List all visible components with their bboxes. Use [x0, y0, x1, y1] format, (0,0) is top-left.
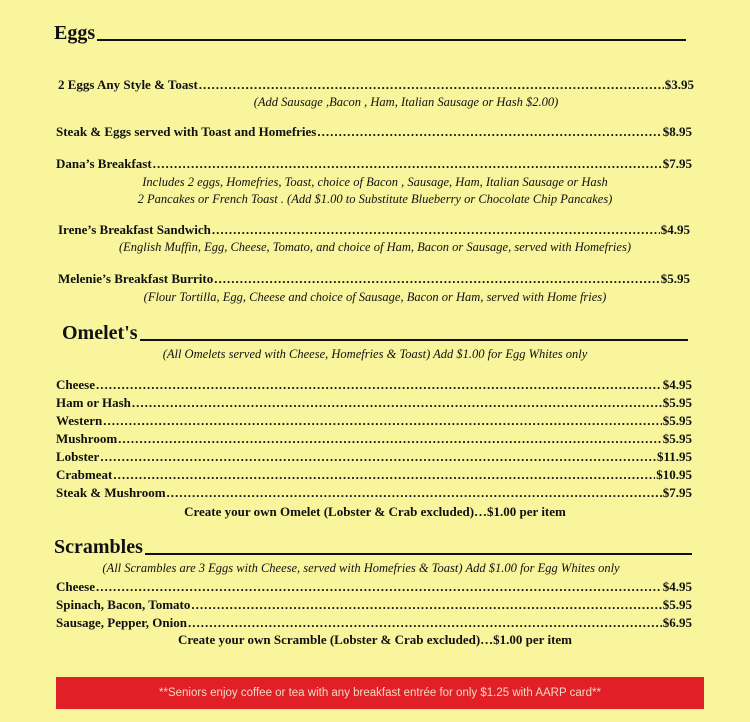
eggs-heading — [54, 22, 686, 44]
leader-dots — [188, 615, 662, 631]
menu-item — [56, 156, 692, 172]
item-name: Cheese — [56, 377, 95, 392]
item-price: $5.95 — [662, 431, 692, 446]
omelets-heading — [62, 322, 688, 344]
leader-dots — [96, 377, 662, 393]
section-note: (All Scrambles are 3 Eggs with Cheese, served with Homefries & Toast) Add $1.00 for Egg Whites only — [102, 561, 620, 575]
seniors-banner — [56, 677, 704, 709]
eggs-title: Eggs — [54, 22, 96, 44]
item-price: $3.95 — [664, 77, 694, 92]
leader-dots — [153, 156, 662, 172]
menu-item — [56, 124, 692, 140]
menu-item — [56, 395, 692, 411]
scrambles-title: Scrambles — [54, 536, 143, 558]
leader-dots — [212, 222, 660, 238]
heading-rule — [140, 339, 688, 341]
item-name: Cheese — [56, 579, 95, 594]
item-name: Mushroom — [56, 431, 118, 446]
banner-text: **Seniors enjoy coffee or tea with any breakfast entrée for only $1.25 with AARP card** — [159, 687, 601, 699]
item-price: $6.95 — [662, 615, 692, 630]
heading-rule — [145, 553, 692, 555]
menu-item — [58, 222, 690, 238]
item-name: Lobster — [56, 449, 100, 464]
item-price: $7.95 — [662, 156, 692, 171]
leader-dots — [103, 413, 662, 429]
leader-dots — [100, 449, 656, 465]
menu-item — [56, 597, 692, 613]
item-price: $5.95 — [662, 395, 692, 410]
item-price: $7.95 — [662, 485, 692, 500]
menu-item — [56, 467, 692, 483]
item-name: Crabmeat — [56, 467, 113, 482]
item-description: Includes 2 eggs, Homefries, Toast, choice of Bacon , Sausage, Ham, Italian Sausage or Hash — [142, 175, 608, 189]
item-name: Irene’s Breakfast Sandwich — [58, 222, 211, 237]
leader-dots — [317, 124, 661, 140]
menu-item — [58, 271, 690, 287]
create-your-own-scramble: Create your own Scramble (Lobster & Crab excluded)…$1.00 per item — [177, 632, 573, 647]
menu-item — [56, 615, 692, 631]
omelets-title: Omelet's — [62, 322, 138, 344]
leader-dots — [113, 467, 655, 483]
item-price: $4.95 — [662, 579, 692, 594]
item-name: Melenie’s Breakfast Burrito — [58, 271, 214, 286]
section-note: (All Omelets served with Cheese, Homefries & Toast) Add $1.00 for Egg Whites only — [162, 347, 588, 361]
item-name: Dana’s Breakfast — [56, 156, 152, 171]
menu-item — [56, 579, 692, 595]
item-price: $4.95 — [662, 377, 692, 392]
item-name: Steak & Mushroom — [56, 485, 166, 500]
item-description: (Flour Tortilla, Egg, Cheese and choice of Sausage, Bacon or Ham, served with Home fries) — [143, 290, 607, 304]
menu-item — [56, 485, 692, 501]
menu-item — [56, 431, 692, 447]
item-name: Steak & Eggs served with Toast and Homefries — [56, 124, 317, 139]
item-price: $8.95 — [662, 124, 692, 139]
leader-dots — [96, 579, 662, 595]
item-price: $5.95 — [662, 413, 692, 428]
item-price: $5.95 — [662, 597, 692, 612]
scrambles-heading — [54, 536, 692, 558]
menu-item — [56, 449, 692, 465]
item-name: Spinach, Bacon, Tomato — [56, 597, 191, 612]
leader-dots — [191, 597, 661, 613]
item-description: 2 Pancakes or French Toast . (Add $1.00 to Substitute Blueberry or Chocolate Chip Pancakes) — [137, 192, 613, 206]
leader-dots — [214, 271, 660, 287]
menu-item — [58, 77, 694, 93]
leader-dots — [167, 485, 662, 501]
create-your-own-omelet: Create your own Omelet (Lobster & Crab excluded)…$1.00 per item — [184, 504, 566, 519]
item-description: (Add Sausage ,Bacon , Ham, Italian Sausage or Hash $2.00) — [253, 95, 559, 109]
item-name: Sausage, Pepper, Onion — [56, 615, 187, 630]
menu-item — [56, 377, 692, 393]
heading-rule — [97, 39, 686, 41]
item-price: $11.95 — [656, 449, 692, 464]
leader-dots — [199, 77, 664, 93]
leader-dots — [118, 431, 662, 447]
item-price: $5.95 — [660, 271, 690, 286]
item-name: 2 Eggs Any Style & Toast — [58, 77, 198, 92]
item-name: Ham or Hash — [56, 395, 131, 410]
menu-item — [56, 413, 692, 429]
item-name: Western — [56, 413, 103, 428]
item-price: $4.95 — [660, 222, 690, 237]
item-description: (English Muffin, Egg, Cheese, Tomato, and choice of Ham, Bacon or Sausage, served with Homefries) — [119, 240, 631, 254]
leader-dots — [132, 395, 662, 411]
item-price: $10.95 — [656, 467, 692, 482]
